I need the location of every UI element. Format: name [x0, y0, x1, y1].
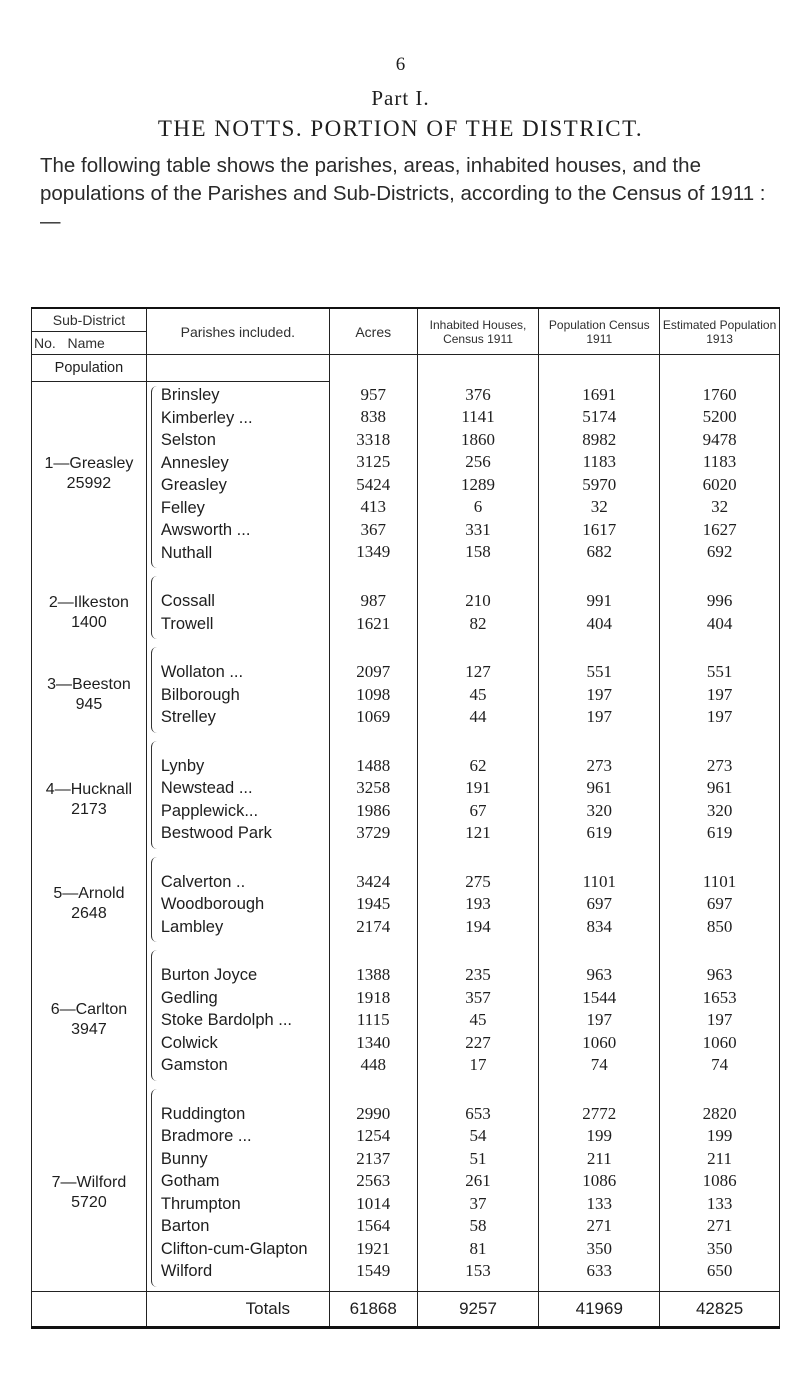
- totals-row: [32, 1291, 780, 1327]
- parish-acres: 1549: [356, 1261, 391, 1280]
- parish-estimated: 1653: [702, 987, 737, 1007]
- parish-census-column: [539, 643, 660, 737]
- parish-name: Clifton-cum-Glapton: [160, 1239, 308, 1258]
- parish-estimated: 6020: [702, 474, 737, 494]
- sub-district-group: [32, 643, 780, 737]
- parish-estimated: 211: [707, 1148, 733, 1168]
- sub-district-population: 1400: [71, 613, 107, 631]
- parish-houses-column: [417, 572, 539, 643]
- sub-district-group: [32, 853, 780, 947]
- brace-icon: [151, 1089, 158, 1287]
- parish-census-column: [539, 382, 660, 573]
- parish-estimated: 551: [706, 662, 733, 681]
- parish-estimated: 996: [706, 591, 733, 610]
- parish-census: 1060: [582, 1032, 617, 1052]
- parish-census: 197: [586, 707, 613, 726]
- sub-district-population: 2648: [71, 905, 107, 923]
- parish-acres: 2174: [356, 916, 391, 936]
- parish-census: 1617: [582, 519, 617, 539]
- header-no-name: No. Name: [32, 332, 147, 355]
- parish-estimated: 963: [706, 965, 733, 984]
- parish-estimated-column: [660, 1085, 780, 1292]
- parish-acres: 1488: [356, 755, 391, 775]
- parish-acres: 3318: [356, 429, 391, 449]
- parish-houses: 193: [465, 894, 491, 913]
- sub-district-cell: [32, 1085, 147, 1292]
- parish-houses-column: [417, 737, 539, 853]
- parish-houses: 17: [469, 1055, 487, 1074]
- parish-acres: 3125: [356, 452, 391, 471]
- parish-estimated: 1060: [702, 1032, 737, 1052]
- brace-icon: [151, 576, 158, 639]
- page-number: 6: [395, 54, 406, 75]
- parish-houses: 653: [465, 1103, 491, 1123]
- parish-estimated-column: [660, 382, 780, 573]
- intro-paragraph: The following table shows the parishes, areas, inhabited houses, and the populations of the Parishes and Sub-Districts, according to the Census of 1911 :—: [40, 154, 766, 233]
- parish-list: [146, 382, 329, 573]
- parish-estimated: 320: [706, 800, 733, 820]
- sub-district-cell: [32, 643, 147, 737]
- sub-district-population: 5720: [71, 1193, 107, 1211]
- parish-acres: 1564: [356, 1216, 391, 1235]
- parish-estimated: 961: [706, 778, 733, 797]
- parish-estimated: 273: [706, 755, 733, 775]
- parish-houses: 45: [469, 1010, 487, 1029]
- parish-census: 197: [586, 684, 613, 704]
- parish-acres: 1340: [356, 1032, 391, 1052]
- parish-census: 320: [586, 800, 613, 820]
- parish-name: Burton Joyce: [160, 966, 258, 984]
- parish-estimated-column: [660, 853, 780, 947]
- parish-name: Gotham: [160, 1172, 220, 1190]
- parish-census-column: [539, 572, 660, 643]
- parish-estimated: 199: [706, 1126, 733, 1145]
- sub-district-name: 5—Arnold: [53, 885, 125, 903]
- parish-census: 32: [590, 497, 608, 516]
- parish-name: Woodborough: [160, 895, 265, 913]
- parish-acres: 1069: [356, 707, 391, 726]
- parish-name: Cossall: [160, 592, 215, 610]
- parish-houses: 194: [465, 916, 491, 936]
- parish-estimated: 5200: [702, 407, 737, 426]
- parish-houses: 191: [465, 778, 491, 797]
- parish-houses-column: [417, 643, 539, 737]
- parish-census: 619: [586, 823, 613, 842]
- parish-acres: 1098: [356, 684, 391, 704]
- parish-acres: 2137: [356, 1148, 391, 1168]
- parish-houses: 1289: [461, 474, 496, 494]
- parish-acres: 5424: [356, 474, 391, 494]
- parish-acres-column: [329, 853, 417, 947]
- parish-census: 697: [586, 894, 613, 913]
- parish-houses: 376: [465, 384, 491, 404]
- parish-houses: 153: [465, 1261, 491, 1280]
- parish-acres-column: [329, 572, 417, 643]
- parish-census: 133: [586, 1193, 613, 1213]
- parish-acres-column: [329, 643, 417, 737]
- parish-census: 350: [586, 1238, 613, 1258]
- brace-icon: [151, 647, 158, 733]
- parish-acres: 448: [360, 1055, 386, 1074]
- parish-name: Gamston: [160, 1056, 228, 1074]
- parish-acres: 987: [360, 591, 386, 610]
- sub-district-name: 4—Hucknall: [45, 780, 133, 798]
- sub-district-cell: [32, 737, 147, 853]
- parish-acres-column: [329, 382, 417, 573]
- parish-census-column: [539, 1085, 660, 1292]
- parish-estimated: 9478: [702, 429, 737, 449]
- parish-estimated-column: [660, 643, 780, 737]
- parish-acres: 367: [360, 519, 386, 539]
- parish-estimated-column: [660, 946, 780, 1085]
- parish-name: Selston: [160, 431, 216, 449]
- parish-houses: 37: [469, 1193, 487, 1213]
- parish-census: 8982: [582, 429, 617, 449]
- parish-acres: 1254: [356, 1126, 391, 1145]
- parish-estimated: 32: [711, 497, 729, 516]
- parish-houses: 44: [469, 707, 487, 726]
- parish-census: 5970: [582, 474, 617, 494]
- sub-district-group: [32, 382, 780, 573]
- parish-estimated: 404: [706, 613, 733, 633]
- parish-census: 551: [586, 662, 613, 681]
- header-estimated: Estimated Population 1913: [660, 308, 780, 355]
- parish-census: 211: [586, 1148, 612, 1168]
- parish-census: 273: [586, 755, 613, 775]
- parish-name: Gedling: [160, 988, 218, 1007]
- parish-estimated: 2820: [702, 1103, 737, 1123]
- parish-census: 1086: [582, 1171, 617, 1190]
- sub-district-cell: [32, 572, 147, 643]
- parish-name: Lambley: [160, 917, 224, 936]
- parish-estimated: 350: [706, 1238, 733, 1258]
- header-acres: Acres: [329, 308, 417, 355]
- parish-acres: 2563: [356, 1171, 391, 1190]
- parish-houses: 127: [465, 662, 491, 681]
- parish-estimated: 619: [706, 823, 733, 842]
- parish-estimated-column: [660, 737, 780, 853]
- parish-houses: 45: [469, 684, 487, 704]
- parish-name: Brinsley: [160, 386, 220, 404]
- parish-houses: 54: [469, 1126, 487, 1145]
- census-table: [31, 307, 780, 1329]
- parish-houses: 210: [465, 591, 491, 610]
- parish-acres-column: [329, 737, 417, 853]
- parish-houses: 1860: [461, 429, 496, 449]
- parish-list: [146, 737, 329, 853]
- totals-houses: 9257: [417, 1291, 539, 1327]
- parish-houses: 67: [469, 800, 487, 820]
- parish-houses-column: [417, 853, 539, 947]
- parish-census: 682: [586, 542, 613, 561]
- parish-list: [146, 1085, 329, 1292]
- header-houses: Inhabited Houses, Census 1911: [417, 308, 539, 355]
- parish-acres: 1115: [356, 1010, 390, 1029]
- parish-census-column: [539, 853, 660, 947]
- parish-houses: 357: [465, 987, 491, 1007]
- parish-acres: 3258: [356, 778, 391, 797]
- sub-district-cell: [32, 946, 147, 1085]
- parish-census: 404: [586, 613, 613, 633]
- part-heading: Part I.: [371, 86, 430, 110]
- parish-acres-column: [329, 946, 417, 1085]
- parish-acres: 1918: [356, 987, 391, 1007]
- parish-census-column: [539, 946, 660, 1085]
- header-parishes: Parishes included.: [146, 308, 329, 355]
- parish-estimated: 197: [706, 1010, 733, 1029]
- parish-census: 963: [586, 965, 613, 984]
- parish-acres: 2990: [356, 1103, 391, 1123]
- parish-name: Stoke Bardolph ...: [160, 1011, 293, 1029]
- parish-census: 834: [586, 916, 613, 936]
- parish-census: 2772: [582, 1103, 617, 1123]
- parish-houses: 62: [469, 755, 487, 775]
- brace-icon: [151, 857, 158, 943]
- parish-name: Bunny: [160, 1149, 208, 1168]
- parish-estimated: 271: [706, 1216, 733, 1235]
- sub-district-cell: [32, 853, 147, 947]
- parish-name: Awsworth ...: [160, 521, 251, 539]
- parish-acres: 1621: [356, 613, 391, 633]
- parish-name: Calverton ..: [160, 872, 246, 891]
- parish-acres: 1388: [356, 965, 391, 984]
- parish-houses: 51: [469, 1148, 487, 1168]
- parish-estimated: 650: [706, 1261, 733, 1280]
- parish-houses: 235: [465, 965, 491, 984]
- parish-name: Wilford: [160, 1262, 213, 1280]
- sub-district-name: 1—Greasley: [44, 455, 134, 472]
- sub-district-population: 2173: [71, 800, 107, 818]
- parish-estimated: 692: [706, 542, 733, 561]
- parish-census: 197: [586, 1010, 613, 1029]
- parish-estimated-column: [660, 572, 780, 643]
- sub-district-group: [32, 572, 780, 643]
- parish-name: Newstead ...: [160, 779, 253, 797]
- parish-houses: 58: [469, 1216, 487, 1235]
- parish-estimated: 1760: [702, 384, 737, 404]
- parish-name: Annesley: [160, 453, 229, 472]
- header-census: Population Census 1911: [539, 308, 660, 355]
- parish-acres: 1349: [356, 542, 391, 561]
- sub-district-name: 2—Ilkeston: [48, 593, 129, 611]
- parish-census: 1183: [582, 452, 616, 471]
- parish-houses: 256: [465, 452, 491, 471]
- parish-acres: 838: [360, 407, 386, 426]
- parish-census-column: [539, 737, 660, 853]
- parish-name: Strelley: [160, 708, 216, 726]
- parish-houses-column: [417, 1085, 539, 1292]
- header-sub-district: Sub-District: [32, 308, 147, 332]
- parish-census: 74: [590, 1055, 608, 1074]
- parish-census: 1544: [582, 987, 617, 1007]
- sub-district-population: 945: [75, 695, 103, 713]
- parish-list: [146, 572, 329, 643]
- parish-name: Bilborough: [160, 685, 240, 704]
- sub-district-cell: [32, 382, 147, 573]
- parish-estimated: 1101: [702, 871, 737, 891]
- parish-houses: 158: [465, 542, 491, 561]
- parish-name: Papplewick...: [160, 801, 259, 820]
- parish-acres: 3424: [356, 871, 391, 891]
- parish-acres: 957: [360, 384, 386, 404]
- totals-label: Totals: [146, 1291, 329, 1327]
- sub-district-population: 3947: [71, 1021, 107, 1039]
- parish-houses-column: [417, 946, 539, 1085]
- parish-census: 1691: [582, 384, 617, 404]
- parish-acres: 2097: [356, 662, 391, 681]
- parish-houses: 81: [469, 1238, 487, 1258]
- parish-name: Ruddington: [160, 1104, 246, 1123]
- parish-houses: 121: [465, 823, 491, 842]
- parish-estimated: 197: [706, 707, 733, 726]
- parish-census: 199: [586, 1126, 613, 1145]
- parish-estimated: 197: [706, 684, 733, 704]
- sub-district-group: [32, 737, 780, 853]
- parish-houses: 227: [465, 1032, 491, 1052]
- parish-list: [146, 946, 329, 1085]
- brace-icon: [151, 950, 158, 1081]
- parish-acres: 1921: [356, 1238, 391, 1258]
- parish-name: Trowell: [160, 614, 214, 633]
- parish-census: 5174: [582, 407, 617, 426]
- parish-acres: 3729: [356, 823, 391, 842]
- parish-estimated: 1627: [702, 519, 737, 539]
- parish-list: [146, 853, 329, 947]
- parish-name: Colwick: [160, 1033, 218, 1052]
- parish-name: Greasley: [160, 476, 227, 494]
- parish-census: 961: [586, 778, 613, 797]
- parish-name: Nuthall: [160, 543, 213, 562]
- parish-acres: 1014: [356, 1193, 391, 1213]
- sub-district-group: [32, 946, 780, 1085]
- sub-district-group: [32, 1085, 780, 1292]
- parish-list: [146, 643, 329, 737]
- parish-acres-column: [329, 1085, 417, 1292]
- parish-name: Barton: [160, 1217, 210, 1235]
- parish-estimated: 697: [706, 894, 733, 913]
- parish-name: Wollaton ...: [160, 663, 244, 681]
- brace-icon: [151, 386, 158, 568]
- parish-census: 271: [586, 1216, 613, 1235]
- page-title: THE NOTTS. PORTION OF THE DISTRICT.: [157, 116, 644, 141]
- sub-district-population: 25992: [66, 475, 112, 492]
- sub-district-name: 6—Carlton: [50, 1001, 128, 1019]
- parish-houses: 275: [465, 871, 491, 891]
- parish-estimated: 850: [706, 916, 733, 936]
- parish-estimated: 133: [706, 1193, 733, 1213]
- totals-acres: 61868: [329, 1291, 417, 1327]
- totals-census: 41969: [539, 1291, 660, 1327]
- parish-name: Bradmore ...: [160, 1127, 252, 1145]
- parish-acres: 413: [360, 497, 386, 516]
- parish-name: Kimberley ...: [160, 408, 253, 427]
- parish-name: Thrumpton: [160, 1194, 241, 1213]
- parish-name: Bestwood Park: [160, 824, 272, 842]
- parish-census: 991: [586, 591, 613, 610]
- parish-houses: 331: [465, 519, 491, 539]
- sub-district-name: 7—Wilford: [51, 1173, 127, 1191]
- sub-district-name: 3—Beeston: [47, 675, 131, 693]
- header-population: Population: [32, 355, 147, 382]
- parish-name: Felley: [160, 498, 205, 517]
- totals-estimated: 42825: [660, 1291, 780, 1327]
- parish-houses: 6: [473, 497, 483, 516]
- parish-estimated: 74: [711, 1055, 729, 1074]
- parish-acres: 1945: [356, 894, 391, 913]
- parish-acres: 1986: [356, 800, 391, 820]
- parish-census: 1101: [582, 871, 616, 891]
- parish-estimated: 1086: [702, 1171, 737, 1190]
- parish-houses-column: [417, 382, 539, 573]
- parish-name: Lynby: [160, 756, 205, 775]
- parish-estimated: 1183: [702, 452, 737, 471]
- brace-icon: [151, 741, 158, 849]
- parish-houses: 82: [469, 613, 487, 633]
- parish-census: 633: [586, 1261, 613, 1280]
- parish-houses: 1141: [461, 407, 495, 426]
- parish-houses: 261: [465, 1171, 491, 1190]
